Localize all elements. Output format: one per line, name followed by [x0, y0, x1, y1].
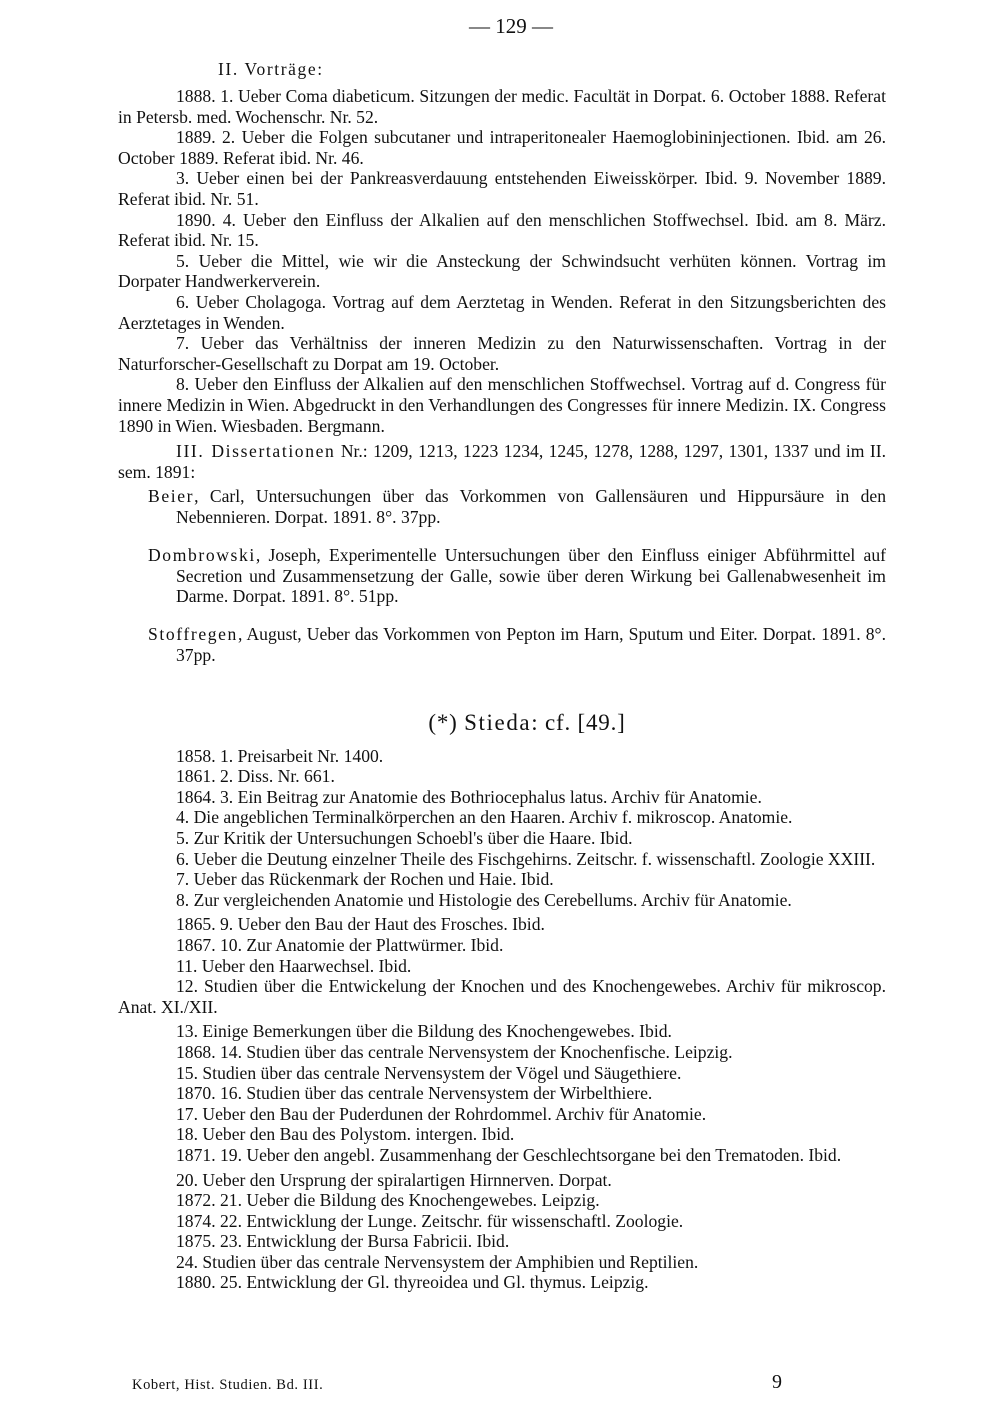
list-item: 1871. 19. Ueber den angebl. Zusammenhang der Geschlechtsorgane bei den Trematoden. Ibid. — [176, 1144, 842, 1165]
stieda-title-suffix: : cf. [49.] — [531, 709, 626, 735]
list-item: 11. Ueber den Haarwechsel. Ibid. — [176, 955, 412, 976]
list-item: 1875. 23. Entwicklung der Bursa Fabricii. Ibid. — [176, 1231, 510, 1252]
page — [118, 14, 886, 1293]
list-item: 1888. 1. Ueber Coma diabeticum. Sitzungen der medic. Facultät in Dorpat. 6. October 1888. Referat in Petersb. med. Wochenschr. Nr. 52. — [118, 86, 886, 127]
list-item: 13. Einige Bemerkungen über die Bildung des Knochengewebes. Ibid. — [176, 1021, 672, 1042]
list-item: 1874. 22. Entwicklung der Lunge. Zeitschr. für wissenschaftl. Zoologie. — [176, 1210, 684, 1231]
list-item: 6. Ueber Cholagoga. Vortrag auf dem Aerztetag in Wenden. Referat in den Sitzungsberichten des Aerztetages in Wenden. — [118, 291, 886, 333]
dissertation-text: , August, Ueber das Vorkommen von Pepton im Harn, Sputum und Eiter. Dorpat. 1891. 8°. 37pp. — [176, 624, 886, 666]
list-item: 12. Studien über die Entwickelung der Knochen und des Knochengewebes. Archiv für mikroscop. Anat. XI./XII. — [118, 976, 886, 1017]
list-item: 8. Ueber den Einfluss der Alkalien auf den menschlichen Stoffwechsel. Vortrag auf d. Congress für innere Medizin in Wien. Abgedruckt in den Verhandlungen des Congresses für innere Medizin. IX. Congress 1890 in Wien. Wiesbaden. Bergmann. — [118, 374, 886, 436]
list-item: 1868. 14. Studien über das centrale Nervensystem der Knochenfische. Leipzig. — [176, 1041, 733, 1062]
dissertation-text: , Carl, Untersuchungen über das Vorkommen von Gallensäuren und Hippursäure in den Nebennieren. Dorpat. 1891. 8°. 37pp. — [176, 486, 886, 527]
list-item: 15. Studien über das centrale Nervensystem der Vögel und Säugethiere. — [176, 1062, 682, 1083]
list-item: 18. Ueber den Bau des Polystom. intergen. Ibid. — [176, 1124, 515, 1145]
stieda-title-prefix: (*) — [428, 709, 465, 735]
page-footer — [132, 1371, 782, 1394]
list-item: 24. Studien über das centrale Nervensystem der Amphibien und Reptilien. — [176, 1251, 699, 1272]
dissertationen-label: III. Dissertationen — [176, 441, 336, 462]
dissertation-entry — [118, 486, 886, 527]
list-item: 6. Ueber die Deutung einzelner Theile des Fischgehirns. Zeitschr. f. wissenschaftl. Zoologie XXIII. — [176, 848, 876, 869]
list-item: 1870. 16. Studien über das centrale Nervensystem der Wirbelthiere. — [176, 1083, 653, 1104]
dissertation-text: , Joseph, Experimentelle Untersuchungen über den Einfluss einiger Abführmittel auf Secretion und Zusammensetzung der Galle, sowie über deren Wirkung bei Gallenabwesenheit im Darme. Dorpat. 1891. 8°. 51pp. — [176, 545, 886, 607]
list-item: 1880. 25. Entwicklung der Gl. thyreoidea und Gl. thymus. Leipzig. — [176, 1272, 649, 1293]
list-item: 3. Ueber einen bei der Pankreasverdauung entstehenden Eiweisskörper. Ibid. 9. November 1889. Referat ibid. Nr. 51. — [118, 168, 886, 209]
stieda-heading — [168, 710, 886, 736]
dissertation-author: Stoffregen — [148, 624, 238, 645]
list-item: 1861. 2. Diss. Nr. 661. — [176, 766, 335, 787]
page-number: — 129 — — [469, 14, 553, 38]
list-item: 7. Ueber das Verhältniss der inneren Medizin zu den Naturwissenschaften. Vortrag in der Naturforscher-Gesellschaft zu Dorpat am 19. October. — [118, 333, 886, 374]
list-item: 4. Die angeblichen Terminalkörperchen an den Haaren. Archiv f. mikroscop. Anatomie. — [176, 807, 793, 828]
footer-source: Kobert, Hist. Studien. Bd. III. — [132, 1377, 324, 1393]
list-item: 1889. 2. Ueber die Folgen subcutaner und intraperitonealer Haemoglobininjectionen. Ibid. am 26. October 1889. Referat ibid. Nr. 46. — [118, 127, 886, 168]
dissertation-author: Beier — [148, 486, 195, 507]
stieda-title-name: Stieda — [464, 709, 532, 735]
dissertation-list — [118, 486, 886, 665]
dissertationen-numbers: Nr.: 1209, 1213, 1223 1234, 1245, 1278, 1288, 1297, 1301, 1337 und im II. sem. 1891: — [118, 441, 887, 482]
list-item: 7. Ueber das Rückenmark der Rochen und Haie. Ibid. — [176, 869, 554, 890]
list-item: 1867. 10. Zur Anatomie der Plattwürmer. Ibid. — [176, 934, 504, 955]
dissertation-entry — [118, 545, 886, 607]
list-item: 1858. 1. Preisarbeit Nr. 1400. — [176, 745, 384, 766]
list-item: 1872. 21. Ueber die Bildung des Knochengewebes. Leipzig. — [176, 1190, 600, 1211]
dissertation-author: Dombrowski — [148, 545, 256, 566]
stieda-list — [118, 746, 886, 1293]
footer-signature-mark: 9 — [772, 1371, 782, 1393]
section-heading-vortraege: II. Vorträge: — [218, 59, 324, 79]
list-item: 1890. 4. Ueber den Einfluss der Alkalien auf den menschlichen Stoffwechsel. Ibid. am 8. März. Referat ibid. Nr. 15. — [118, 209, 886, 251]
list-item: 20. Ueber den Ursprung der spiralartigen Hirnnerven. Dorpat. — [176, 1169, 612, 1190]
list-item: 8. Zur vergleichenden Anatomie und Histologie des Cerebellums. Archiv für Anatomie. — [176, 889, 792, 910]
list-item: 5. Ueber die Mittel, wie wir die Ansteckung der Schwindsucht verhüten können. Vortrag im Dorpater Handwerkerverein. — [118, 250, 886, 292]
section-heading-dissertationen — [118, 441, 886, 482]
list-item: 17. Ueber den Bau der Puderdunen der Rohrdommel. Archiv für Anatomie. — [176, 1103, 707, 1124]
dissertation-entry — [118, 624, 886, 665]
list-item: 1865. 9. Ueber den Bau der Haut des Frosches. Ibid. — [176, 914, 545, 935]
list-item: 1864. 3. Ein Beitrag zur Anatomie des Bothriocephalus latus. Archiv für Anatomie. — [176, 786, 762, 807]
list-item: 5. Zur Kritik der Untersuchungen Schoebl's über die Haare. Ibid. — [176, 828, 633, 848]
vortraege-list — [118, 86, 886, 436]
